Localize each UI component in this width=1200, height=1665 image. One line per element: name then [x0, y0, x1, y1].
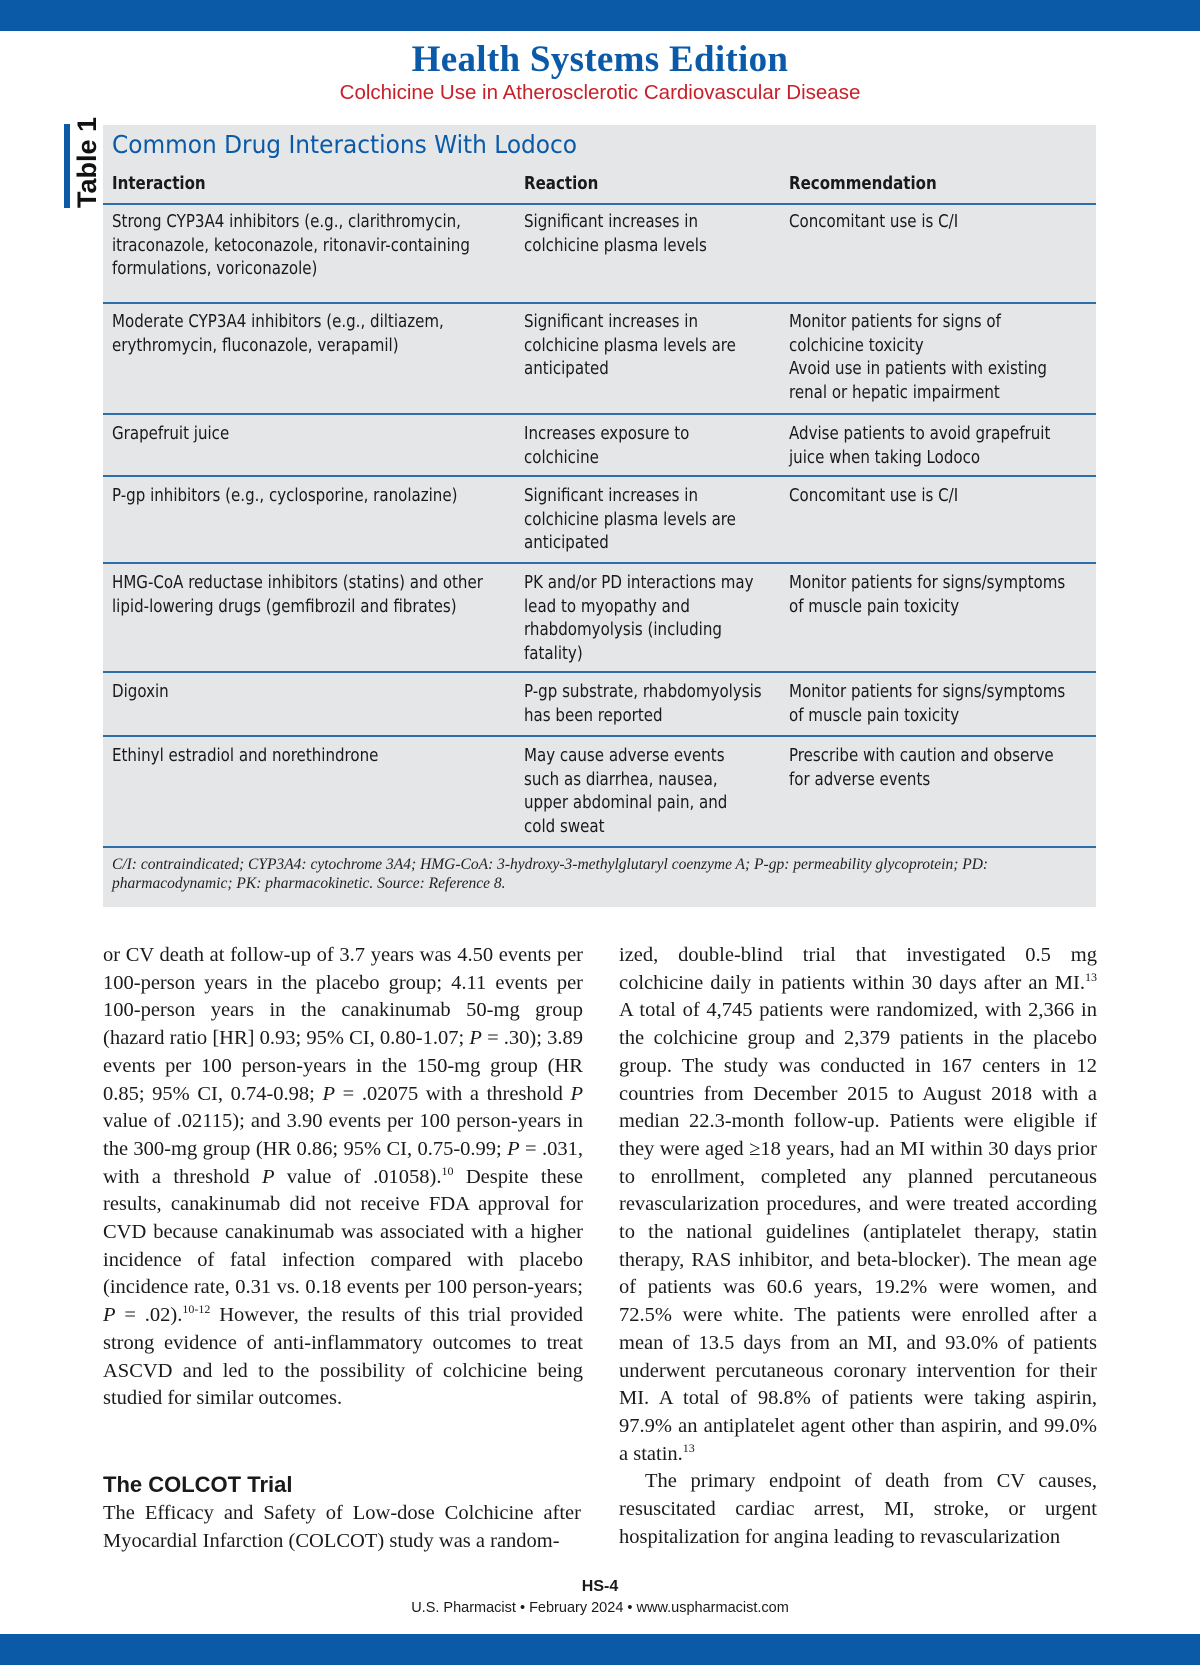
- reference-marker: 10: [441, 1163, 454, 1178]
- table-cell-interaction: Ethinyl estradiol and norethindrone: [112, 746, 379, 766]
- reference-marker: 13: [1085, 969, 1097, 984]
- table-cell-recommendation: Monitor patients for signs/symptoms of muscle pain toxicity: [789, 682, 1066, 726]
- body-column-right: [619, 942, 1097, 1551]
- masthead-title: Health Systems Edition: [411, 39, 789, 80]
- table-divider: [103, 735, 1096, 737]
- table-cell-interaction: Moderate CYP3A4 inhibitors (e.g., diltiazem, erythromycin, fluconazole, verapamil): [112, 312, 444, 356]
- body-column-left: [103, 942, 583, 1413]
- table-cell-interaction: Digoxin: [112, 682, 169, 702]
- table-label: Table 1: [72, 116, 102, 208]
- table-divider: [103, 562, 1096, 564]
- reference-marker: 13: [682, 1440, 695, 1455]
- table-cell-recommendation: Concomitant use is C/I: [789, 486, 959, 506]
- table-divider: [103, 671, 1096, 673]
- table-cell-recommendation: Monitor patients for signs of colchicine toxicity Avoid use in patients with existing renal or hepatic impairment: [789, 312, 1047, 403]
- column-header-recommendation: Recommendation: [789, 174, 937, 194]
- table-cell-reaction: Significant increases in colchicine plasma levels are anticipated: [524, 312, 736, 379]
- table-cell-reaction: May cause adverse events such as diarrhea, nausea, upper abdominal pain, and cold sweat: [524, 746, 728, 837]
- table-cell-interaction: Grapefruit juice: [112, 424, 230, 444]
- table-cell-recommendation: Advise patients to avoid grapefruit juice when taking Lodoco: [789, 424, 1051, 468]
- body-paragraph: The primary endpoint of death from CV causes, resuscitated cardiac arrest, MI, stroke, or urgent hospitalization for angina leading to revascularization: [619, 1470, 1097, 1548]
- body-paragraph: ized, double-blind trial that investigated 0.5 mg colchicine daily in patients within 30 days after an MI.$^{13}$ A total of 4,745 patients were randomized, with 2,366 in the colchicine group and 2,379 patients in the placebo group. The study was conducted in 167 centers in 12 countries from December 2015 to August 2018 with a median 22.3-month follow-up. Patients were eligible if they were aged ≥18 years, had an MI within 30 days prior to enrollment, completed any planned percutaneous revascularization procedures, and were treated according to the national guidelines (antiplatelet therapy, statin therapy, RAS inhibitor, and beta-blocker). The mean age of patients was 60.6 years, 19.2% were women, and 72.5% were white. The patients were enrolled after a mean of 13.5 days from an MI, and 93.0% of patients underwent percutaneous coronary intervention for their MI. A total of 98.8% of patients were taking aspirin, 97.9% an antiplatelet agent other than aspirin, and 99.0% a statin.$^{13}$: [619, 944, 1097, 1465]
- table-label-rule: [64, 124, 70, 208]
- drug-interactions-table: [103, 125, 1096, 907]
- table-cell-recommendation: Prescribe with caution and observe for adverse events: [789, 746, 1054, 790]
- publication-credit: U.S. Pharmacist • February 2024 • www.uspharmacist.com: [411, 1600, 789, 1616]
- table-cell-recommendation: Monitor patients for signs/symptoms of muscle pain toxicity: [789, 573, 1066, 617]
- table-footnote: C/I: contraindicated; CYP3A4: cytochrome 3A4; HMG-CoA: 3-hydroxy-3-methylglutaryl coenzyme A; P-gp: permeability glycoprotein; PD: pharmacodynamic; PK: pharmacokinetic. Source: Reference 8.: [112, 856, 989, 892]
- table-divider: [103, 203, 1096, 205]
- table-divider: [103, 413, 1096, 415]
- table-cell-recommendation: Concomitant use is C/I: [789, 212, 959, 232]
- page-number: HS-4: [581, 1578, 619, 1595]
- table-title: Common Drug Interactions With Lodoco: [112, 130, 578, 159]
- section-heading: The COLCOT Trial: [103, 1472, 293, 1497]
- top-color-bar: [0, 0, 1200, 31]
- column-header-interaction: Interaction: [112, 174, 206, 194]
- table-cell-reaction: PK and/or PD interactions may lead to myopathy and rhabdomyolysis (including fatality): [524, 573, 754, 664]
- table-cell-reaction: Increases exposure to colchicine: [524, 424, 690, 468]
- table-cell-interaction: P-gp inhibitors (e.g., cyclosporine, ranolazine): [112, 486, 458, 506]
- table-divider: [103, 302, 1096, 304]
- bottom-color-bar: [0, 1634, 1200, 1665]
- table-cell-reaction: P-gp substrate, rhabdomyolysis has been reported: [524, 682, 762, 726]
- reference-marker: 10-12: [182, 1302, 211, 1317]
- article-subtitle: Colchicine Use in Atherosclerotic Cardiovascular Disease: [339, 81, 861, 104]
- table-cell-reaction: Significant increases in colchicine plasma levels are anticipated: [524, 486, 736, 553]
- table-divider: [103, 846, 1096, 848]
- table-cell-interaction: Strong CYP3A4 inhibitors (e.g., clarithromycin, itraconazole, ketoconazole, ritonavir-containing formulations, voriconazole): [112, 212, 470, 279]
- body-paragraph: or CV death at follow-up of 3.7 years was 4.50 events per 100-person years in the placebo group; 4.11 events per 100-person years in the canakinumab 50-mg group (hazard ratio [HR] 0.93; 95% CI, 0.80-1.07; P = .30); 3.89 events per 100 person-years in the 150-mg group (HR 0.85; 95% CI, 0.74-0.98; P = .02075 with a threshold P value of .02115); and 3.90 events per 100 person-years in the 300-mg group (HR 0.86; 95% CI, 0.75-0.99; P = .031, with a threshold P value of .01058).$^{10}$ Despite these results, canakinumab did not receive FDA approval for CVD because canakinumab was associated with a higher incidence of fatal infection compared with placebo (incidence rate, 0.31 vs. 0.18 events per 100 person-years; P = .02).$^{10-12}$ However, the results of this trial provided strong evidence of anti-inflammatory outcomes to treat ASCVD and led to the possibility of colchicine being studied for similar outcomes.: [103, 944, 584, 1410]
- section-paragraph: The Efficacy and Safety of Low-dose Colchicine after Myocardial Infarction (COLCOT) study was a random-: [103, 1502, 581, 1552]
- table-divider: [103, 475, 1096, 477]
- column-header-reaction: Reaction: [524, 174, 599, 194]
- table-cell-interaction: HMG-CoA reductase inhibitors (statins) and other lipid-lowering drugs (gemfibrozil and fibrates): [112, 573, 483, 617]
- table-cell-reaction: Significant increases in colchicine plasma levels: [524, 212, 707, 256]
